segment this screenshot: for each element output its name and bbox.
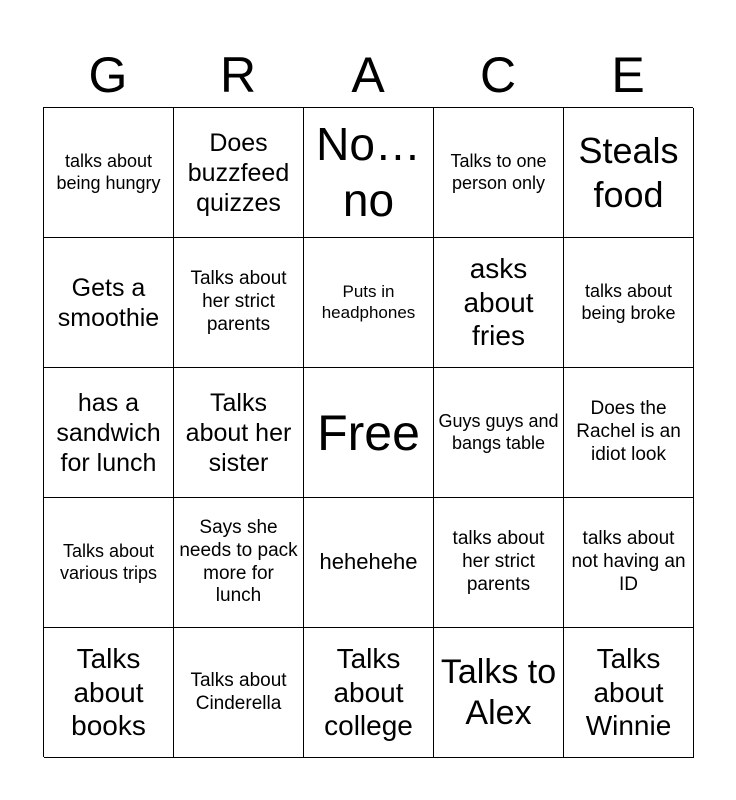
bingo-cell-free-space[interactable]: [304, 368, 434, 498]
cell-label: Gets a smoothie: [57, 273, 160, 332]
cell-label: Talks about books: [71, 643, 146, 742]
cell-label: Steals food: [578, 130, 679, 215]
cell-label: asks about fries: [463, 253, 534, 352]
header-letter-c: C: [479, 47, 517, 103]
cell-label: Talks about her strict parents: [190, 268, 287, 335]
bingo-cell-r4-c5[interactable]: [564, 498, 694, 628]
cell-label: talks about being hungry: [56, 150, 161, 193]
header-letter-e: E: [611, 47, 645, 103]
bingo-cell-r4-c2[interactable]: [174, 498, 304, 628]
bingo-cell-r1-c1[interactable]: [44, 108, 174, 238]
cell-label: talks about her strict parents: [452, 528, 545, 595]
bingo-cell-r4-c3[interactable]: [304, 498, 434, 628]
cell-label: Says she needs to pack more for lunch: [179, 516, 298, 607]
cell-label: Talks to Alex: [440, 652, 557, 732]
cell-label: Talks about Winnie: [585, 643, 672, 742]
cell-label: Talks to one person only: [450, 150, 547, 193]
cell-label: Talks about her sister: [185, 388, 292, 477]
bingo-cell-r1-c4[interactable]: [434, 108, 564, 238]
bingo-cell-r5-c3[interactable]: [304, 628, 434, 758]
bingo-cell-r5-c2[interactable]: [174, 628, 304, 758]
bingo-cell-r1-c5[interactable]: [564, 108, 694, 238]
cell-label: has a sandwich for lunch: [56, 388, 161, 477]
bingo-header: [43, 44, 693, 106]
bingo-cell-r2-c1[interactable]: [44, 238, 174, 368]
bingo-cell-r1-c2[interactable]: [174, 108, 304, 238]
bingo-cell-r3-c2[interactable]: [174, 368, 304, 498]
bingo-cell-r4-c4[interactable]: [434, 498, 564, 628]
cell-label: Guys guys and bangs table: [438, 410, 559, 453]
bingo-cell-r2-c3[interactable]: [304, 238, 434, 368]
bingo-cell-r3-c4[interactable]: [434, 368, 564, 498]
bingo-cell-r5-c5[interactable]: [564, 628, 694, 758]
bingo-cell-r5-c1[interactable]: [44, 628, 174, 758]
bingo-cell-r3-c1[interactable]: [44, 368, 174, 498]
bingo-cell-r3-c5[interactable]: [564, 368, 694, 498]
cell-label: Talks about college: [324, 643, 413, 742]
cell-label: No… no: [316, 118, 421, 226]
bingo-cell-r2-c5[interactable]: [564, 238, 694, 368]
header-letter-a: A: [351, 47, 385, 103]
cell-label: Does the Rachel is an idiot look: [576, 398, 681, 465]
cell-label: Does buzzfeed quizzes: [187, 128, 290, 217]
cell-label: talks about not having an ID: [571, 528, 686, 595]
cell-label: Free: [317, 404, 420, 461]
cell-label: Talks about various trips: [59, 540, 158, 583]
bingo-cell-r2-c4[interactable]: [434, 238, 564, 368]
bingo-cell-r2-c2[interactable]: [174, 238, 304, 368]
bingo-cell-r5-c4[interactable]: [434, 628, 564, 758]
cell-label: Puts in headphones: [321, 282, 416, 322]
cell-label: Talks about Cinderella: [190, 669, 287, 714]
bingo-cell-r1-c3[interactable]: [304, 108, 434, 238]
cell-label: hehehehe: [319, 549, 418, 575]
header-letter-r: R: [219, 47, 257, 103]
bingo-card-grid: [43, 107, 693, 757]
bingo-cell-r4-c1[interactable]: [44, 498, 174, 628]
cell-label: talks about being broke: [581, 280, 676, 323]
header-letter-g: G: [88, 47, 128, 103]
